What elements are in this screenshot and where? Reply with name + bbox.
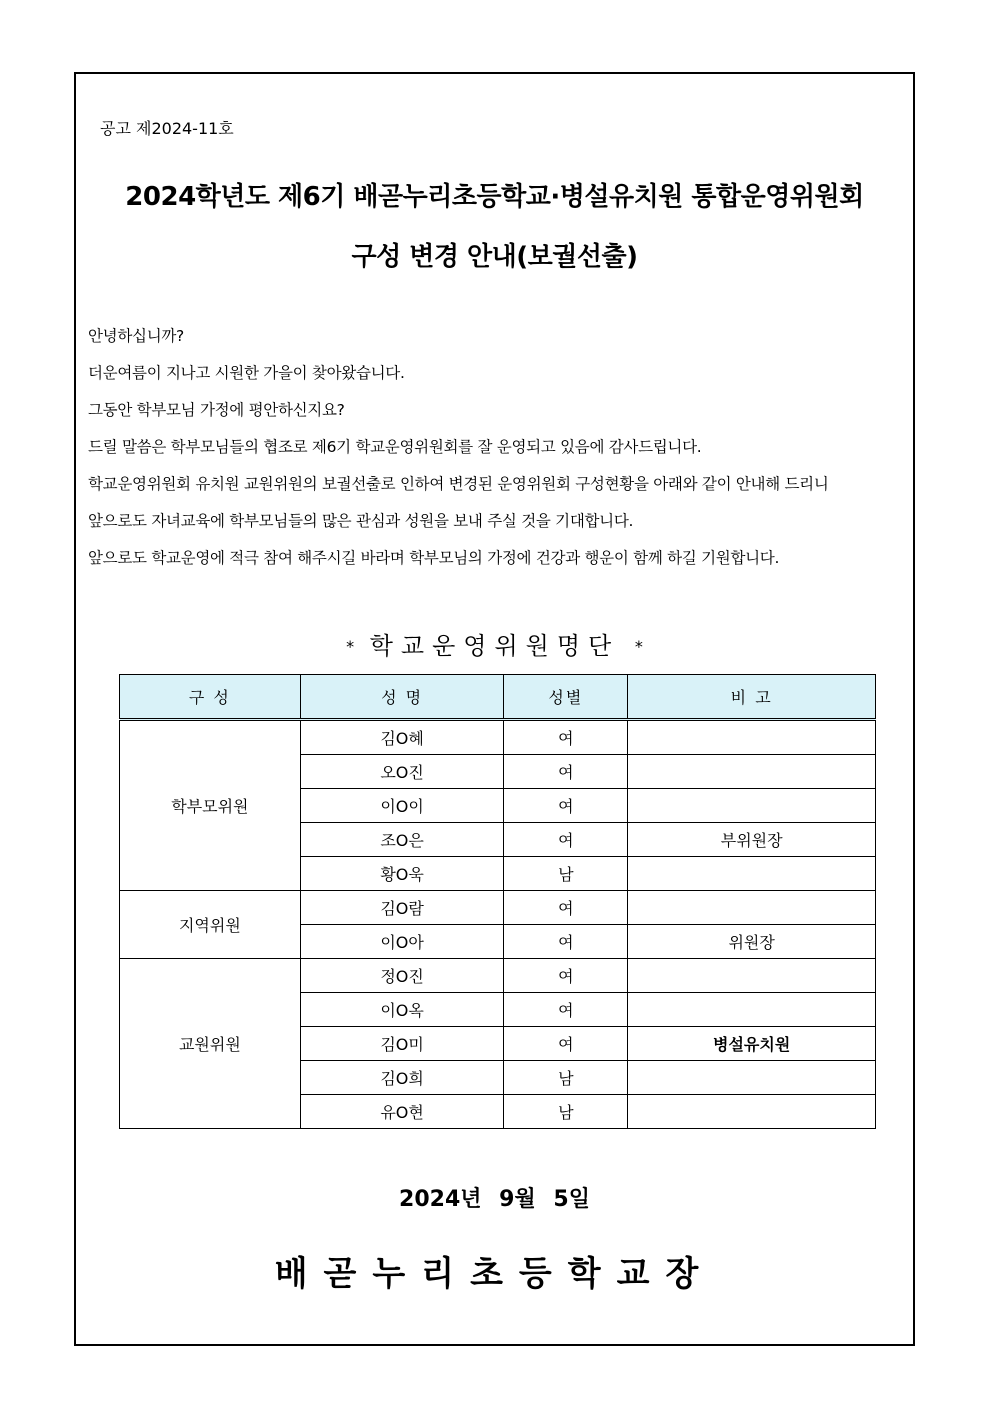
- member-gender: 여: [504, 720, 628, 755]
- member-name: 정O진: [300, 959, 504, 993]
- header-group: 구 성: [120, 675, 301, 720]
- member-name: 이O아: [300, 925, 504, 959]
- header-note: 비 고: [628, 675, 876, 720]
- table-row: [120, 959, 876, 993]
- member-gender: 여: [504, 925, 628, 959]
- member-note: 부위원장: [628, 823, 876, 857]
- member-note: [628, 755, 876, 789]
- member-note: [628, 993, 876, 1027]
- member-gender: 여: [504, 755, 628, 789]
- table-header-row: [120, 675, 876, 720]
- document-frame: [74, 72, 915, 1346]
- member-name: 황O욱: [300, 857, 504, 891]
- member-gender: 남: [504, 1095, 628, 1129]
- member-note: [628, 857, 876, 891]
- table-row: [120, 720, 876, 755]
- member-gender: 남: [504, 1061, 628, 1095]
- star-icon: *: [634, 637, 643, 656]
- member-name: 이O이: [300, 789, 504, 823]
- member-name: 조O은: [300, 823, 504, 857]
- notice-number: 공고 제2024-11호: [100, 119, 234, 138]
- member-name: 유O현: [300, 1095, 504, 1129]
- member-name: 오O진: [300, 755, 504, 789]
- member-note: 병설유치원: [628, 1027, 876, 1061]
- table-row: [120, 891, 876, 925]
- notice-title-line1: 2024학년도 제6기 배곧누리초등학교·병설유치원 통합운영위원회: [125, 182, 864, 212]
- header-name: 성 명: [300, 675, 504, 720]
- body-line: 앞으로도 자녀교육에 학부모님들의 많은 관심과 성원을 보내 주실 것을 기대합니다.: [88, 512, 634, 530]
- member-name: 김O람: [300, 891, 504, 925]
- member-gender: 여: [504, 959, 628, 993]
- member-note: [628, 720, 876, 755]
- member-gender: 여: [504, 789, 628, 823]
- body-line: 안녕하십니까?: [88, 327, 184, 345]
- notice-title-line2: 구성 변경 안내(보궐선출): [351, 242, 638, 272]
- roster-title: [76, 626, 913, 661]
- member-note: [628, 1095, 876, 1129]
- roster-table: [119, 674, 876, 1129]
- notice-body: [88, 326, 908, 585]
- body-line: 더운여름이 지나고 시원한 가을이 찾아왔습니다.: [88, 364, 405, 382]
- member-note: [628, 1061, 876, 1095]
- member-gender: 여: [504, 993, 628, 1027]
- member-name: 김O희: [300, 1061, 504, 1095]
- signer: 배곧누리초등학교장: [274, 1254, 715, 1294]
- star-icon: *: [346, 637, 355, 656]
- body-line: 앞으로도 학교운영에 적극 참여 해주시길 바라며 학부모님의 가정에 건강과 행운이 함께 하길 기원합니다.: [88, 549, 780, 567]
- member-gender: 남: [504, 857, 628, 891]
- member-note: 위원장: [628, 925, 876, 959]
- member-name: 이O옥: [300, 993, 504, 1027]
- group-label: 지역위원: [120, 891, 301, 959]
- member-name: 김O미: [300, 1027, 504, 1061]
- member-note: [628, 959, 876, 993]
- member-note: [628, 789, 876, 823]
- body-line: 그동안 학부모님 가정에 평안하신지요?: [88, 401, 345, 419]
- body-line: 드릴 말씀은 학부모님들의 협조로 제6기 학교운영위원회를 잘 운영되고 있음에 감사드립니다.: [88, 438, 702, 456]
- member-note: [628, 891, 876, 925]
- group-label: 교원위원: [120, 959, 301, 1129]
- member-name: 김O혜: [300, 720, 504, 755]
- member-gender: 여: [504, 891, 628, 925]
- member-gender: 여: [504, 1027, 628, 1061]
- roster-title-text: 학교운영위원명단: [369, 632, 620, 660]
- notice-date: 2024년 9월 5일: [399, 1187, 590, 1212]
- header-gender: 성별: [504, 675, 628, 720]
- group-label: 학부모위원: [120, 720, 301, 891]
- member-gender: 여: [504, 823, 628, 857]
- body-line: 학교운영위원회 유치원 교원위원의 보궐선출로 인하여 변경된 운영위원회 구성현황을 아래와 같이 안내해 드리니: [88, 475, 829, 493]
